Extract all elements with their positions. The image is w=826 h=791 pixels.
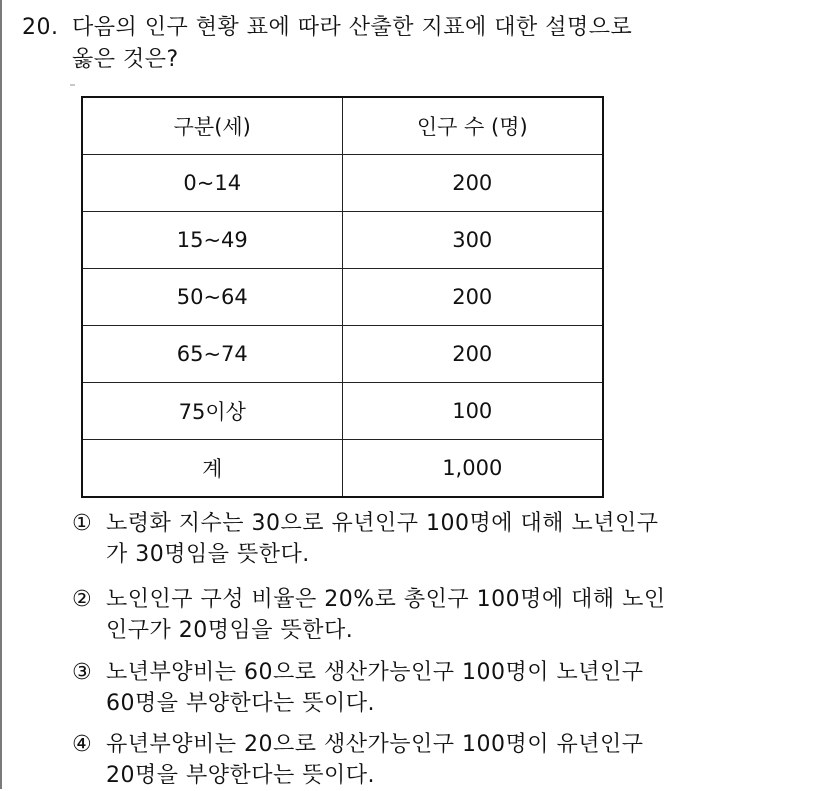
table-total-row [82,440,603,498]
option-marker: ③ [72,660,93,685]
option-text-line-2: 가 30명임을 뜻한다. [106,542,310,567]
table-header-row [82,97,603,155]
scan-mark [70,84,75,86]
table-row [82,212,603,269]
population-cell: 200 [342,155,603,212]
table-row [82,269,603,326]
option-text-line-2: 인구가 20명임을 뜻한다. [106,618,354,643]
option-text-line-2: 60명을 부양한다는 뜻이다. [106,691,375,716]
option-text-line-2: 20명을 부양한다는 뜻이다. [106,763,375,788]
option-marker: ① [72,511,93,536]
population-table [81,96,604,498]
option-marker: ② [72,587,93,612]
population-cell: 200 [342,269,603,326]
total-label-cell: 계 [82,440,342,498]
question-text-line-2: 옳은 것은? [72,47,179,72]
page-left-border [0,0,2,789]
table-row [82,383,603,440]
population-cell: 300 [342,212,603,269]
option-text-line-1: 노년부양비는 60으로 생산가능인구 100명이 노년인구 [106,660,644,685]
header-age-group: 구분(세) [82,97,342,155]
age-group-cell: 75이상 [82,383,342,440]
option-marker: ④ [72,732,93,757]
population-cell: 100 [342,383,603,440]
age-group-cell: 50~64 [82,269,342,326]
header-population: 인구 수 (명) [342,97,603,155]
option-text-line-1: 노령화 지수는 30으로 유년인구 100명에 대해 노년인구 [106,511,659,536]
option-text-line-1: 노인인구 구성 비율은 20%로 총인구 100명에 대해 노인 [106,587,666,612]
total-value-cell: 1,000 [342,440,603,498]
population-cell: 200 [342,326,603,383]
age-group-cell: 15~49 [82,212,342,269]
age-group-cell: 65~74 [82,326,342,383]
option-text-line-1: 유년부양비는 20으로 생산가능인구 100명이 유년인구 [106,732,644,757]
question-number: 20. [22,15,59,40]
question-text-line-1: 다음의 인구 현황 표에 따라 산출한 지표에 대한 설명으로 [72,15,633,40]
table-row [82,326,603,383]
table-row [82,155,603,212]
age-group-cell: 0~14 [82,155,342,212]
